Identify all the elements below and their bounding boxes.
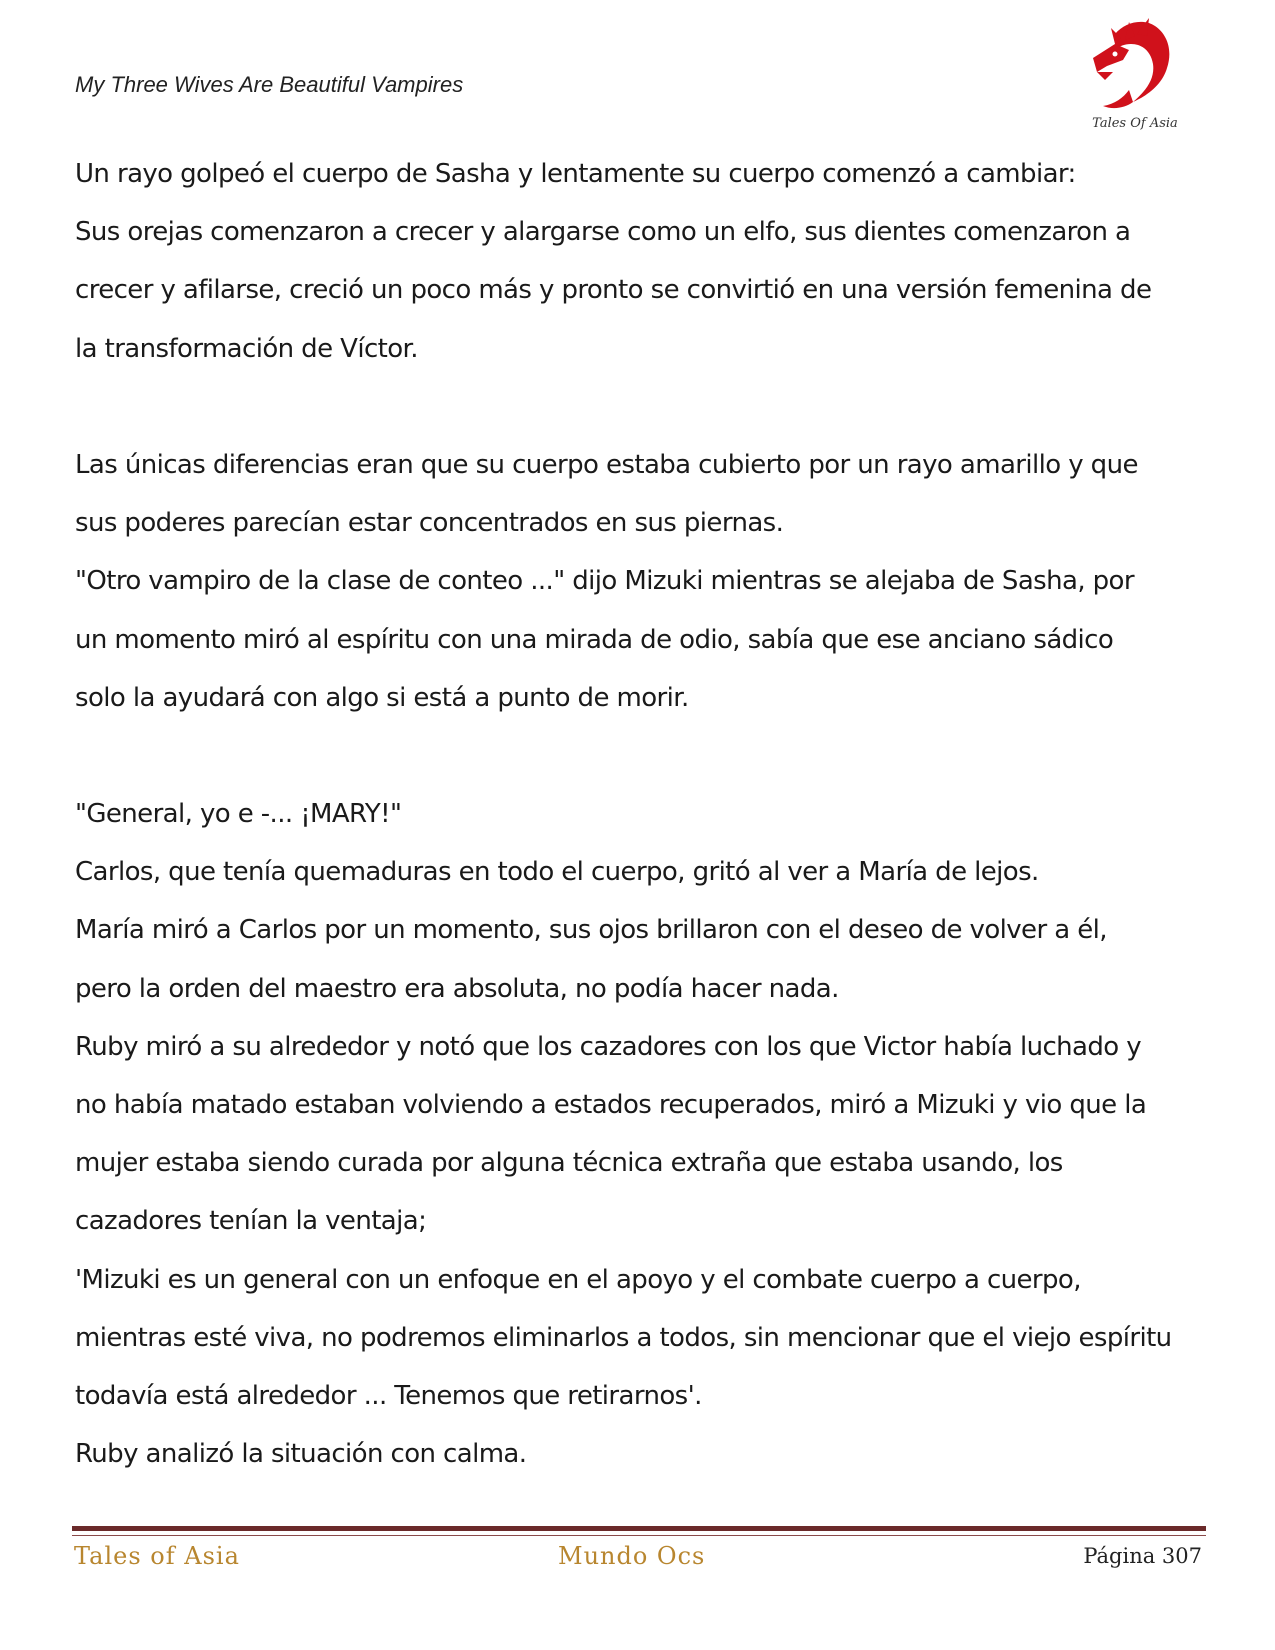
body-line: Ruby miró a su alrededor y notó que los cazadores con los que Victor había luchado y: [75, 1031, 1142, 1062]
body-line: la transformación de Víctor.: [75, 333, 418, 364]
footer-divider-thick: [72, 1526, 1206, 1531]
footer-divider-thin: [72, 1535, 1206, 1536]
body-line: "Otro vampiro de la clase de conteo ..." dijo Mizuki mientras se alejaba de Sasha, por: [75, 566, 1134, 597]
body-line: Carlos, que tenía quemaduras en todo el cuerpo, gritó al ver a María de lejos.: [75, 857, 1039, 888]
blank-line: [75, 727, 1205, 785]
body-line: mientras esté viva, no podremos eliminarlos a todos, sin mencionar que el viejo espíritu: [75, 1322, 1172, 1353]
body-line: sus poderes parecían estar concentrados en sus piernas.: [75, 508, 784, 539]
publisher-logo: [1085, 16, 1185, 138]
page-number: Página 307: [1083, 1544, 1202, 1568]
body-line: 'Mizuki es un general con un enfoque en el apoyo y el combate cuerpo a cuerpo,: [75, 1264, 1081, 1295]
red-dragon-icon: [1085, 16, 1185, 116]
body-line: no había matado estaban volviendo a estados recuperados, miró a Mizuki y vio que la: [75, 1090, 1147, 1120]
body-line: cazadores tenían la ventaja;: [75, 1206, 427, 1237]
body-line: todavía está alrededor ... Tenemos que retirarnos'.: [75, 1380, 702, 1411]
body-line: mujer estaba siendo curada por alguna técnica extraña que estaba usando, los: [75, 1148, 1063, 1179]
body-line: pero la orden del maestro era absoluta, no podía hacer nada.: [75, 973, 839, 1004]
logo-text: Tales Of Asia: [1092, 116, 1178, 131]
footer-translator: Mundo Ocs: [558, 1542, 706, 1570]
body-line: Un rayo golpeó el cuerpo de Sasha y lentamente su cuerpo comenzó a cambiar:: [75, 159, 1076, 189]
footer-publisher: Tales of Asia: [74, 1542, 240, 1570]
body-line: María miró a Carlos por un momento, sus ojos brillaron con el deseo de volver a él,: [75, 915, 1107, 946]
body-line: Las únicas diferencias eran que su cuerpo estaba cubierto por un rayo amarillo y que: [75, 449, 1138, 480]
book-title: My Three Wives Are Beautiful Vampires: [75, 72, 464, 97]
body-line: "General, yo e -... ¡MARY!": [75, 799, 402, 830]
body-line: un momento miró al espíritu con una mirada de odio, sabía que ese anciano sádico: [75, 624, 1114, 655]
chapter-body: [75, 145, 1205, 1483]
body-line: crecer y afilarse, creció un poco más y pronto se convirtió en una versión femenina de: [75, 275, 1152, 306]
body-line: Ruby analizó la situación con calma.: [75, 1439, 527, 1470]
blank-line: [75, 378, 1205, 436]
body-line: Sus orejas comenzaron a crecer y alargarse como un elfo, sus dientes comenzaron a: [75, 217, 1131, 248]
body-line: solo la ayudará con algo si está a punto de morir.: [75, 682, 689, 713]
